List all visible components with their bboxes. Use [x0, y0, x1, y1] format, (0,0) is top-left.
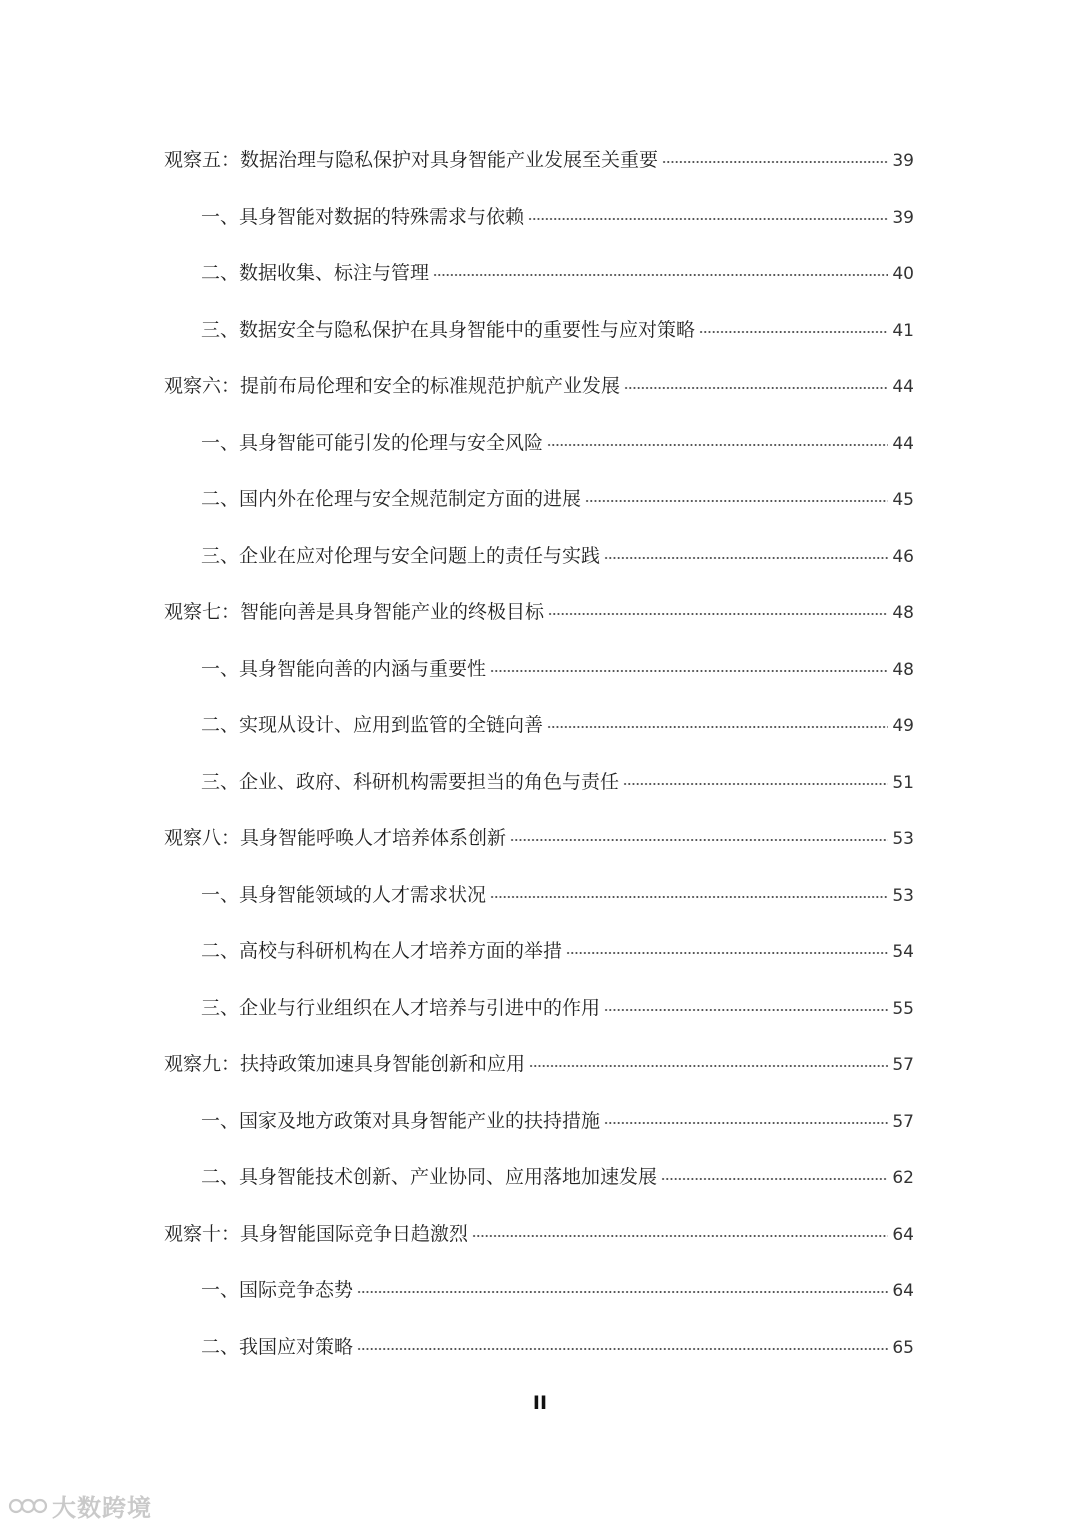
toc-entry: [201, 1277, 914, 1304]
toc-entry: [201, 1164, 914, 1191]
toc-entry-label: 一、具身智能向善的内涵与重要性: [201, 658, 487, 680]
toc-entry-page: 39: [892, 151, 914, 171]
toc-entry-label: 观察八：具身智能呼唤人才培养体系创新: [164, 827, 507, 849]
toc-entry: [201, 486, 914, 513]
toc-entry: [164, 373, 914, 400]
toc-entry: [201, 1108, 914, 1135]
dot-leader: [357, 1289, 888, 1295]
watermark: [8, 1488, 152, 1523]
toc-entry-label: 一、国家及地方政策对具身智能产业的扶持措施: [201, 1110, 601, 1132]
dot-leader: [699, 329, 888, 335]
toc-entry-label: 一、具身智能领域的人才需求状况: [201, 884, 487, 906]
dot-leader: [604, 1007, 888, 1013]
toc-entry: [201, 995, 914, 1022]
dot-leader: [490, 668, 888, 674]
logo-icon: [8, 1494, 48, 1518]
toc-entry-label: 一、具身智能可能引发的伦理与安全风险: [201, 432, 544, 454]
dot-leader: [357, 1346, 888, 1352]
page-number: II: [532, 1392, 548, 1414]
toc-entry: [201, 260, 914, 287]
toc-entry: [201, 712, 914, 739]
dot-leader: [604, 1120, 888, 1126]
toc-entry-label: 二、我国应对策略: [201, 1336, 354, 1358]
dot-leader: [528, 216, 888, 222]
dot-leader: [547, 442, 888, 448]
toc-entry-label: 观察六：提前布局伦理和安全的标准规范护航产业发展: [164, 375, 621, 397]
toc-entry-page: 55: [892, 999, 914, 1019]
toc-entry-label: 三、企业在应对伦理与安全问题上的责任与实践: [201, 545, 601, 567]
toc-entry-page: 54: [892, 942, 914, 962]
toc-entry-page: 48: [892, 660, 914, 680]
toc-entry: [201, 543, 914, 570]
dot-leader: [548, 611, 888, 617]
dot-leader: [566, 950, 888, 956]
toc-entry-label: 二、国内外在伦理与安全规范制定方面的进展: [201, 488, 582, 510]
dot-leader: [661, 1176, 888, 1182]
toc-entry-label: 三、企业与行业组织在人才培养与引进中的作用: [201, 997, 601, 1019]
toc-entry-label: 二、数据收集、标注与管理: [201, 262, 430, 284]
toc-entry-page: 39: [892, 208, 914, 228]
dot-leader: [623, 781, 888, 787]
toc-entry-page: 44: [892, 434, 914, 454]
toc-entry-page: 45: [892, 490, 914, 510]
dot-leader: [604, 555, 888, 561]
dot-leader: [662, 159, 888, 165]
dot-leader: [490, 894, 888, 900]
toc-entry: [201, 938, 914, 965]
dot-leader: [624, 385, 888, 391]
dot-leader: [510, 837, 888, 843]
toc-entry-label: 观察五：数据治理与隐私保护对具身智能产业发展至关重要: [164, 149, 659, 171]
toc-entry-label: 观察九：扶持政策加速具身智能创新和应用: [164, 1053, 526, 1075]
watermark-text: 大数跨境: [52, 1494, 152, 1522]
toc-entry: [201, 430, 914, 457]
toc-entry: [201, 769, 914, 796]
toc-entry-page: 41: [892, 321, 914, 341]
toc-entry-page: 57: [892, 1055, 914, 1075]
toc-entry-page: 62: [892, 1168, 914, 1188]
dot-leader: [433, 272, 888, 278]
toc-entry-label: 二、实现从设计、应用到监管的全链向善: [201, 714, 544, 736]
dot-leader: [547, 724, 888, 730]
toc-entry: [201, 1334, 914, 1361]
toc-entry: [164, 825, 914, 852]
toc-entry-label: 观察七：智能向善是具身智能产业的终极目标: [164, 601, 545, 623]
toc-entry-page: 57: [892, 1112, 914, 1132]
toc-entry: [164, 1221, 914, 1248]
toc-entry-page: 48: [892, 603, 914, 623]
toc-entry: [201, 656, 914, 683]
toc-entry: [164, 1051, 914, 1078]
toc-entry-label: 观察十：具身智能国际竞争日趋激烈: [164, 1223, 469, 1245]
toc-entry-page: 64: [892, 1225, 914, 1245]
toc-entry: [201, 882, 914, 909]
toc-entry-label: 三、企业、政府、科研机构需要担当的角色与责任: [201, 771, 620, 793]
toc-entry-label: 一、国际竞争态势: [201, 1279, 354, 1301]
toc-entry: [164, 147, 914, 174]
dot-leader: [472, 1233, 888, 1239]
toc-entry-label: 三、数据安全与隐私保护在具身智能中的重要性与应对策略: [201, 319, 696, 341]
toc-entry-page: 46: [892, 547, 914, 567]
toc-entry-label: 二、具身智能技术创新、产业协同、应用落地加速发展: [201, 1166, 658, 1188]
toc-entry-page: 64: [892, 1281, 914, 1301]
toc-entry: [164, 599, 914, 626]
toc-entry-label: 一、具身智能对数据的特殊需求与依赖: [201, 206, 525, 228]
toc-entry: [201, 317, 914, 344]
toc-entry-label: 二、高校与科研机构在人才培养方面的举措: [201, 940, 563, 962]
toc-entry-page: 53: [892, 886, 914, 906]
toc-entry-page: 40: [892, 264, 914, 284]
toc-entry-page: 65: [892, 1338, 914, 1358]
dot-leader: [529, 1063, 888, 1069]
toc-entry-page: 49: [892, 716, 914, 736]
toc-entry-page: 53: [892, 829, 914, 849]
toc-entry-page: 44: [892, 377, 914, 397]
toc-entry-page: 51: [892, 773, 914, 793]
dot-leader: [585, 498, 888, 504]
toc-entry: [201, 204, 914, 231]
